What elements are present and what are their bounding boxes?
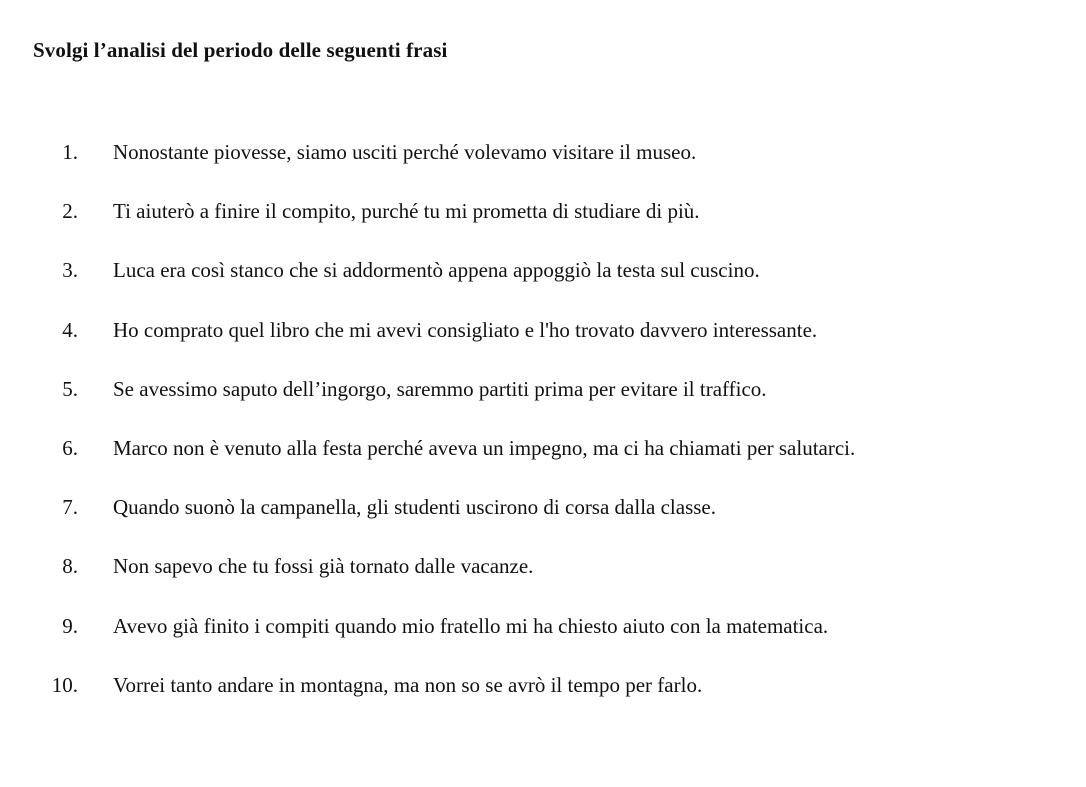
- sentence-text: Vorrei tanto andare in montagna, ma non so se avrò il tempo per farlo.: [113, 672, 703, 697]
- item-number: 3.: [62, 258, 78, 283]
- list-item: [0, 611, 1086, 670]
- item-number: 5.: [62, 376, 78, 401]
- list-item: [0, 670, 1086, 729]
- item-number: 10.: [51, 672, 78, 697]
- sentence-text: Luca era così stanco che si addormentò appena appoggiò la testa sul cuscino.: [113, 258, 760, 283]
- sentence-text: Quando suonò la campanella, gli studenti uscirono di corsa dalla classe.: [113, 495, 717, 520]
- sentence-list: [0, 137, 1086, 729]
- sentence-text: Nonostante piovesse, siamo usciti perché volevamo visitare il museo.: [113, 140, 697, 164]
- list-item: [0, 551, 1086, 610]
- sentence-text: Non sapevo che tu fossi già tornato dalle vacanze.: [113, 554, 534, 579]
- exercise-title: Svolgi l’analisi del periodo delle seguenti frasi: [33, 38, 448, 62]
- list-item: [0, 433, 1086, 492]
- item-number: 7.: [62, 495, 78, 520]
- list-item: [0, 196, 1086, 255]
- sentence-text: Ti aiuterò a finire il compito, purché tu mi prometta di studiare di più.: [113, 199, 700, 224]
- sentence-text: Ho comprato quel libro che mi avevi consigliato e l'ho trovato davvero interessante.: [113, 317, 818, 342]
- list-item: [0, 137, 1086, 196]
- list-item: [0, 315, 1086, 374]
- sentence-text: Marco non è venuto alla festa perché aveva un impegno, ma ci ha chiamati per salutarci.: [113, 435, 856, 460]
- sentence-text: Avevo già finito i compiti quando mio fratello mi ha chiesto aiuto con la matematica.: [113, 613, 829, 638]
- item-number: 9.: [62, 613, 78, 638]
- item-number: 8.: [62, 554, 78, 579]
- list-item: [0, 492, 1086, 551]
- list-item: [0, 255, 1086, 314]
- sentence-text: Se avessimo saputo dell’ingorgo, saremmo partiti prima per evitare il traffico.: [113, 376, 767, 401]
- item-number: 2.: [62, 199, 78, 224]
- item-number: 6.: [62, 435, 78, 460]
- item-number: 4.: [62, 317, 78, 342]
- list-item: [0, 374, 1086, 433]
- item-number: 1.: [62, 140, 78, 164]
